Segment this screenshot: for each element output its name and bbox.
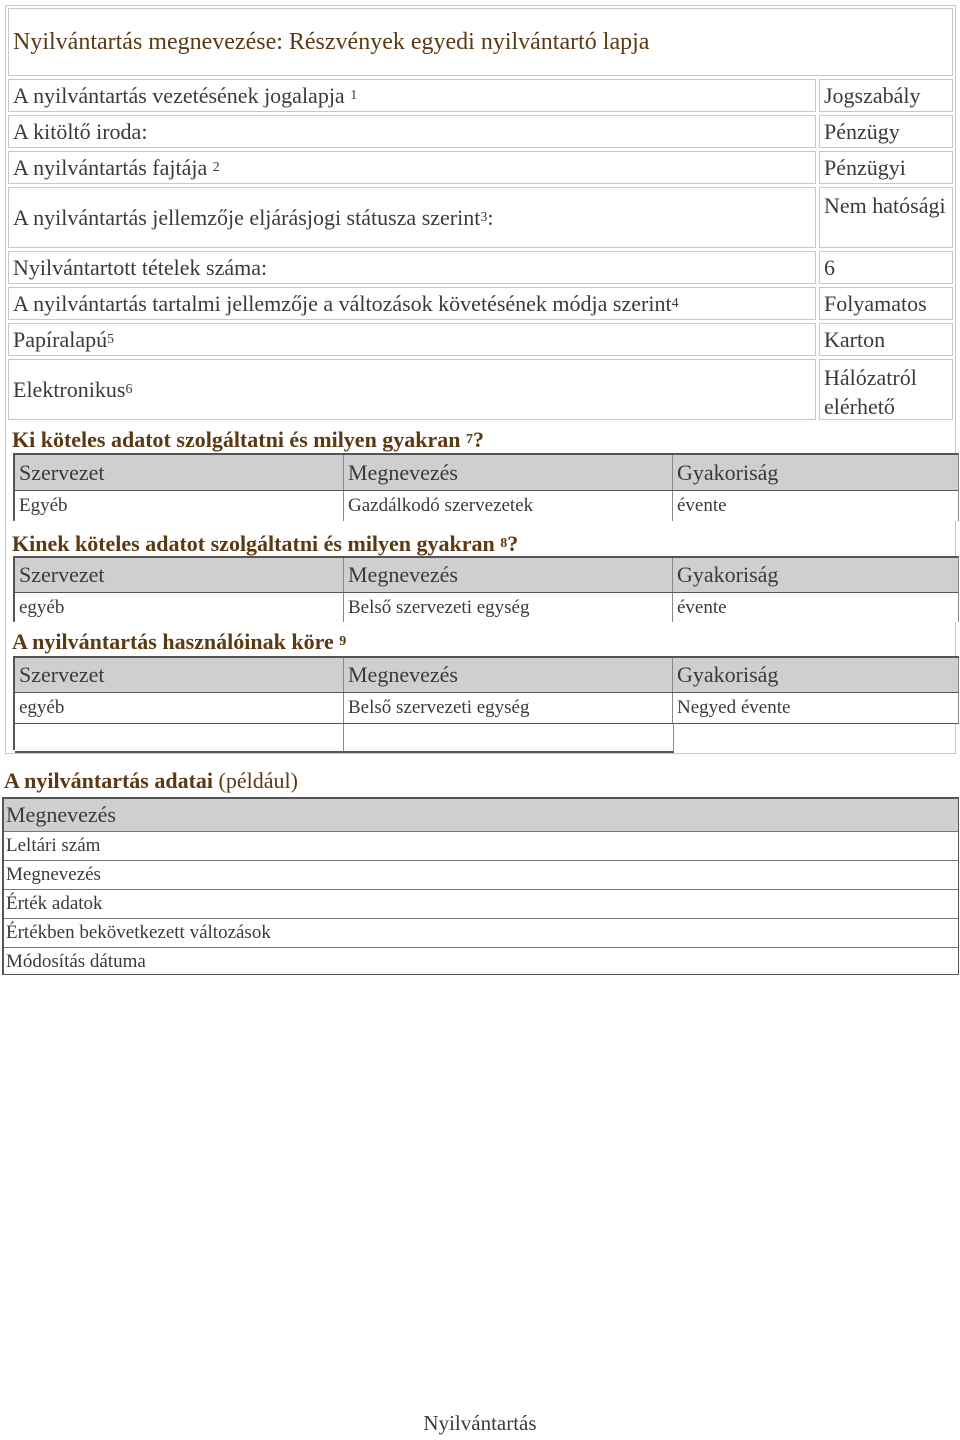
property-label-type: A nyilvántartás fajtája 2 [8, 151, 816, 184]
cell-organization: egyéb [19, 697, 65, 718]
column-header-frequency: Gyakoriság [672, 558, 959, 592]
property-value-office: Pénzügy [819, 115, 953, 148]
property-value-electronic: Hálózatról elérhető [819, 359, 953, 420]
cell-name: Belső szervezeti egység [343, 693, 672, 723]
table-row [15, 693, 959, 724]
page-footer: Nyilvántartás [423, 1411, 537, 1435]
column-header-frequency: Gyakoriság [672, 658, 959, 692]
table-header-row [15, 455, 958, 491]
data-table-header: Megnevezés [4, 799, 958, 832]
cell-name: Gazdálkodó szervezetek [343, 491, 672, 521]
section-heading-providers: Ki köteles adatot szolgáltatni és milyen gyakran 7 ? [12, 426, 485, 452]
empty-cell-divider [343, 724, 344, 751]
data-section-title [4, 768, 298, 794]
empty-row [15, 724, 674, 753]
property-value-item-count: 6 [819, 251, 953, 284]
data-field-row: Megnevezés [4, 861, 958, 890]
column-header-name: Megnevezés [343, 658, 672, 692]
recipients-table [13, 556, 959, 622]
cell-frequency: évente [672, 593, 959, 622]
table-row [15, 593, 958, 622]
data-field-row: Leltári szám [4, 832, 958, 861]
data-fields-table [2, 797, 959, 975]
column-header-organization: Szervezet [19, 562, 105, 587]
cell-organization: Egyéb [19, 495, 68, 516]
property-label-office: A kitöltő iroda: [8, 115, 816, 148]
data-field-row: Értékben bekövetkezett változások [4, 919, 958, 948]
data-section-title-rest: (például) [213, 768, 298, 793]
register-title-value: Részvények egyedi nyilvántartó lapja [288, 28, 650, 55]
data-field-row: Érték adatok [4, 890, 958, 919]
table-header-row [15, 558, 958, 593]
users-table [13, 656, 959, 750]
register-title-label: Nyilvántartás megnevezése: [13, 28, 289, 55]
property-label-status: A nyilvántartás jellemzője eljárásjogi státusza szerint 3 : [8, 187, 816, 248]
property-label-paper: Papíralapú 5 [8, 323, 816, 356]
data-section-title-bold: A nyilvántartás adatai [4, 768, 214, 793]
column-header-name: Megnevezés [343, 455, 672, 490]
property-value-type: Pénzügyi [819, 151, 953, 184]
register-title [8, 8, 953, 76]
column-header-organization: Szervezet [19, 459, 105, 485]
column-header-organization: Szervezet [19, 662, 105, 687]
cell-frequency: évente [672, 491, 959, 521]
data-field-row: Módosítás dátuma [6, 950, 146, 972]
table-row [15, 491, 958, 521]
table-header-row [15, 658, 959, 693]
cell-frequency: Negyed évente [672, 693, 959, 723]
providers-table [13, 453, 959, 521]
property-value-status: Nem hatósági [819, 187, 953, 248]
cell-name: Belső szervezeti egység [343, 593, 672, 622]
section-heading-recipients: Kinek köteles adatot szolgáltatni és milyen gyakran 8 ? [12, 531, 519, 556]
cell-organization: egyéb [19, 596, 65, 618]
property-value-legal-basis: Jogszabály [819, 79, 953, 112]
property-value-paper: Karton [819, 323, 953, 356]
property-label-item-count: Nyilvántartott tételek száma: [8, 251, 816, 284]
register-table [5, 5, 956, 754]
column-header-frequency: Gyakoriság [672, 455, 959, 490]
property-label-change-tracking: A nyilvántartás tartalmi jellemzője a változások követésének módja szerint 4 [8, 287, 816, 320]
property-value-change-tracking: Folyamatos [819, 287, 953, 320]
column-header-name: Megnevezés [343, 558, 672, 592]
property-label-electronic: Elektronikus 6 [8, 359, 816, 420]
section-heading-users: A nyilvántartás használóinak köre 9 [12, 629, 347, 654]
property-label-legal-basis: A nyilvántartás vezetésének jogalapja 1 [8, 79, 816, 112]
